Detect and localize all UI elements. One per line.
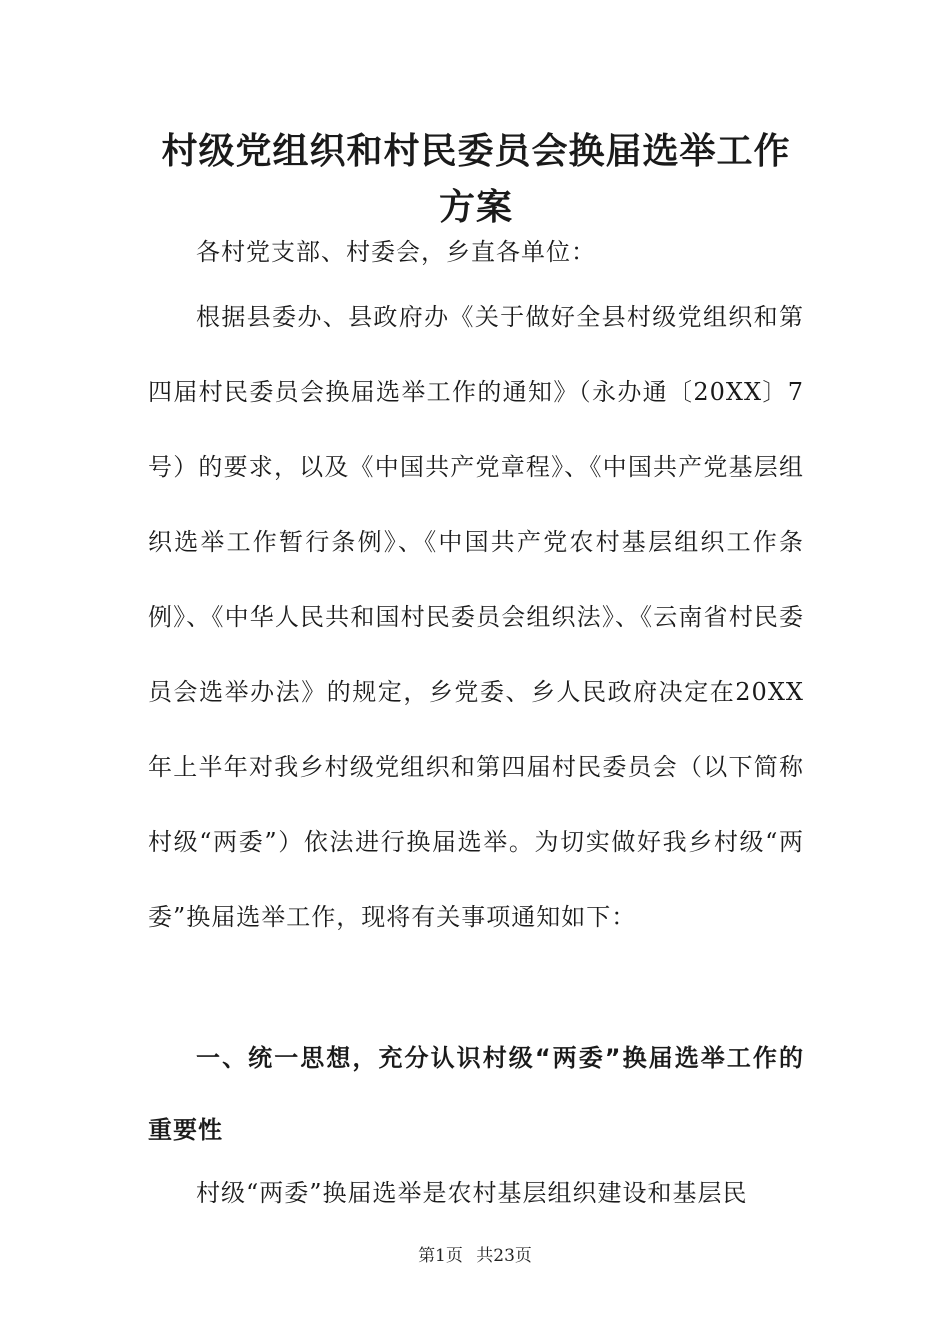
- page-footer: [0, 1244, 950, 1268]
- document-title: 村级党组织和村民委员会换届选举工作方案: [161, 131, 791, 228]
- paragraph-section-one: 村级“两委”换届选举是农村基层组织建设和基层民: [196, 1179, 748, 1207]
- salutation: 各村党支部、村委会，乡直各单位：: [196, 238, 596, 266]
- page-total: 共23页: [476, 1246, 532, 1266]
- page-number: 第1页: [418, 1246, 463, 1266]
- section-heading: 一、统一思想，充分认识村级“两委”换届选举工作的重要性: [148, 1044, 804, 1144]
- paragraph-intro: 根据县委办、县政府办《关于做好全县村级党组织和第四届村民委员会换届选举工作的通知》（永办通〔20XX〕7号）的要求，以及《中国共产党章程》、《中国共产党基层组织选举工作暂行条例》、《中国共产党农村基层组织工作条例》、《中华人民共和国村民委员会组织法》、《云南省村民委员会选举办法》的规定，乡党委、乡人民政府决定在20XX年上半年对我乡村级党组织和第四届村民委员会（以下简称村级“两委”）依法进行换届选举。为切实做好我乡村级“两委”换届选举工作，现将有关事项通知如下：: [148, 303, 804, 931]
